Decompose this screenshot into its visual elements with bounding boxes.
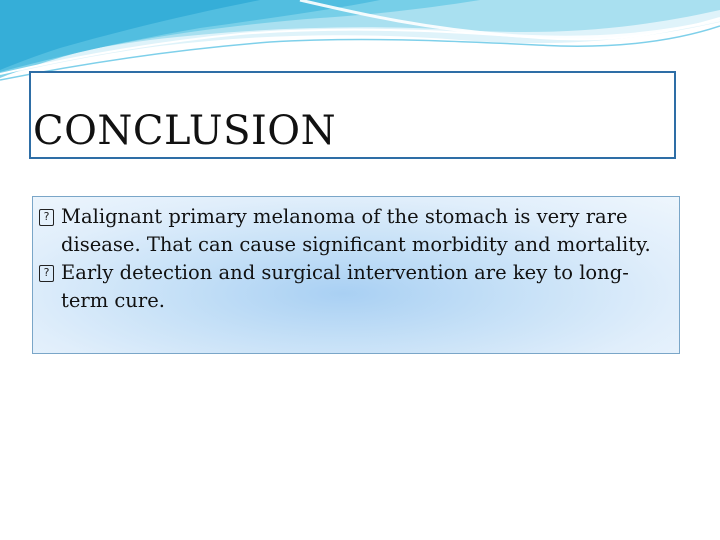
title-placeholder: [29, 71, 676, 159]
bullet-text: Early detection and surgical intervention are key to long-term cure.: [61, 261, 629, 312]
bullet-text: Malignant primary melanoma of the stomach is very rare disease. That can cause significant morbidity and mortality.: [61, 205, 651, 256]
missing-glyph-box-icon: ?: [39, 265, 54, 282]
bullet-list: [33, 203, 673, 315]
content-placeholder: [32, 196, 680, 354]
missing-glyph-box-icon: ?: [39, 209, 54, 226]
bullet-item: [33, 203, 673, 259]
bullet-item: [33, 259, 673, 315]
slide-title: CONCLUSION: [33, 108, 337, 154]
